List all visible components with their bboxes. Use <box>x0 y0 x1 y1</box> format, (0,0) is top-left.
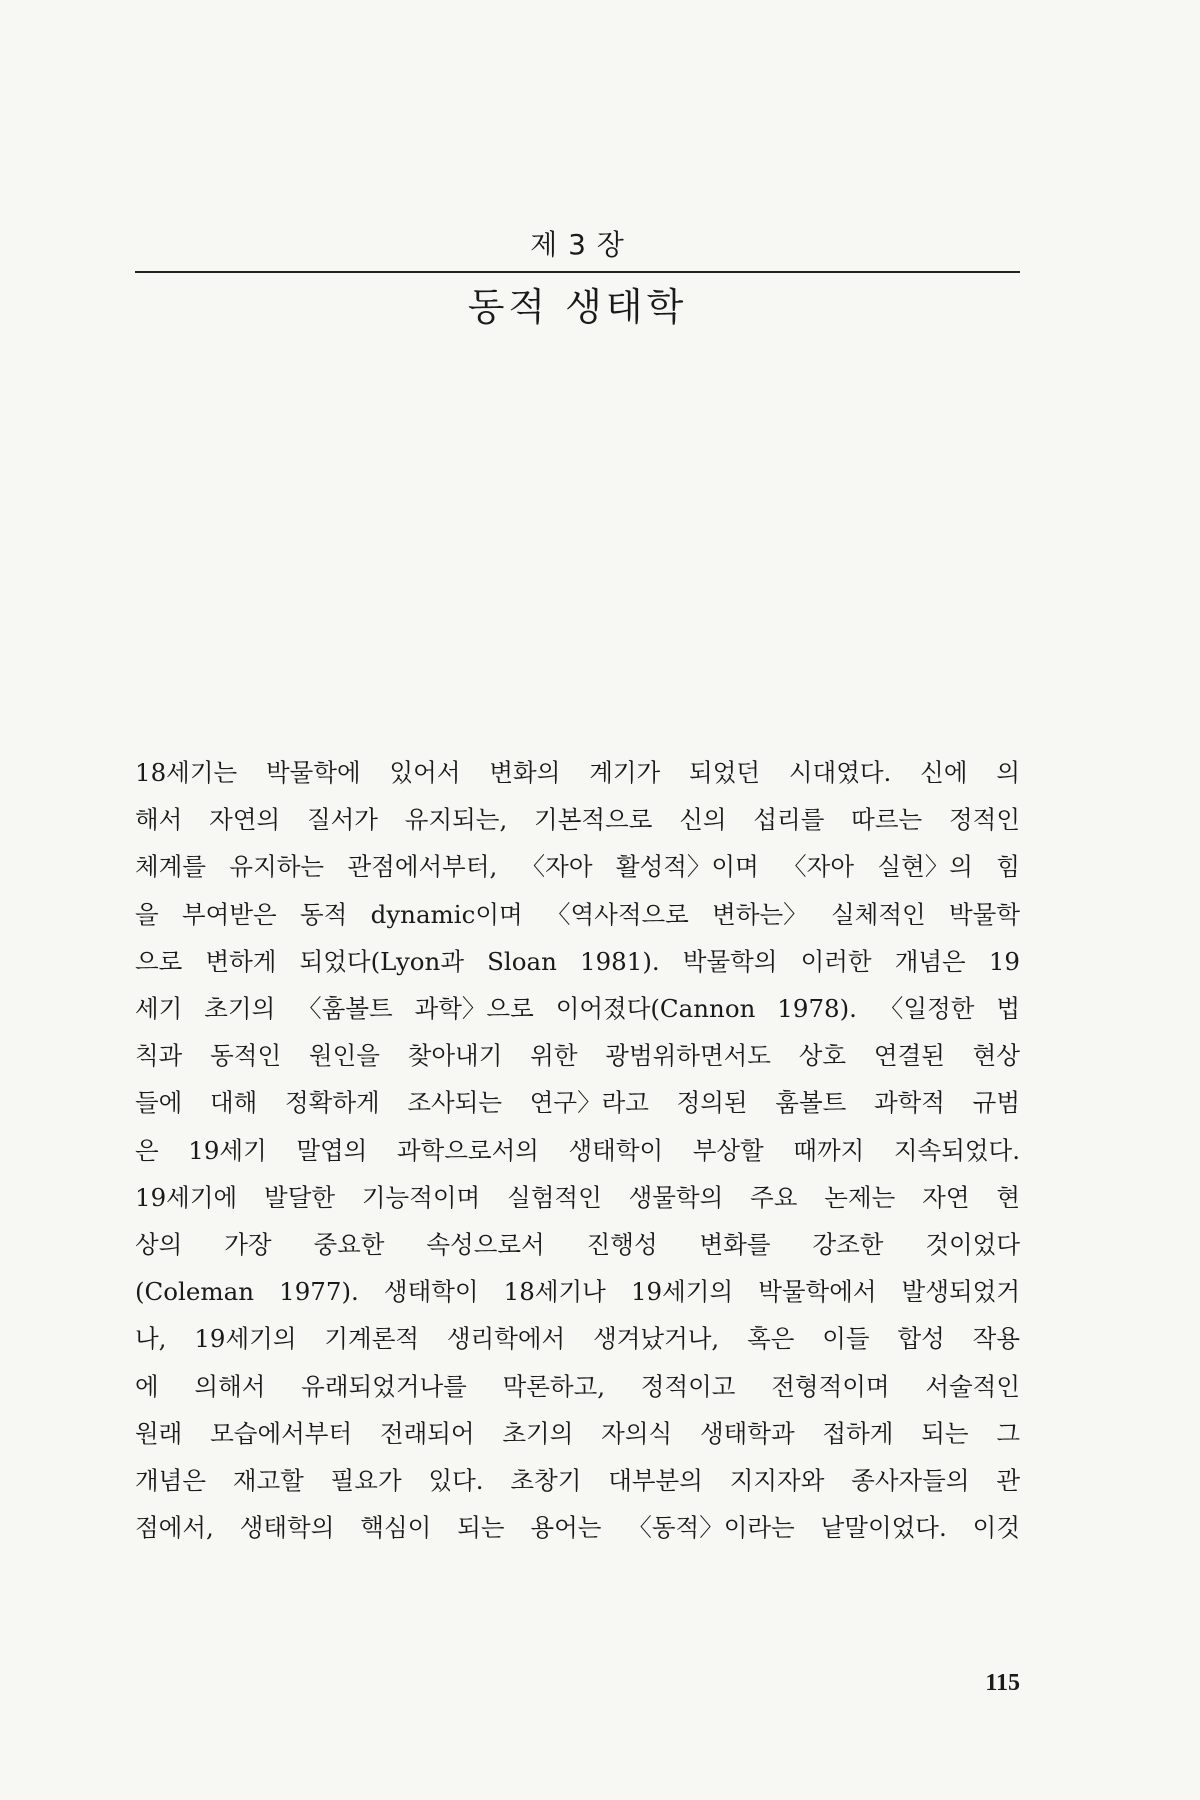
chapter-title: 동적 생태학 <box>467 285 688 329</box>
body-line: 해서 자연의 질서가 유지되는, 기본적으로 신의 섭리를 따르는 정적인 <box>135 805 1020 835</box>
body-line: 들에 대해 정확하게 조사되는 연구〉라고 정의된 훔볼트 과학적 규범 <box>135 1088 1020 1118</box>
body-line: (Coleman 1977). 생태학이 18세기나 19세기의 박물학에서 발생되었거 <box>135 1277 1020 1307</box>
page-number: 115 <box>985 1670 1020 1696</box>
body-line: 원래 모습에서부터 전래되어 초기의 자의식 생태학과 접하게 되는 그 <box>135 1418 1020 1448</box>
body-line: 칙과 동적인 원인을 찾아내기 위한 광범위하면서도 상호 연결된 현상 <box>135 1041 1020 1071</box>
body-line: 나, 19세기의 기계론적 생리학에서 생겨났거나, 혹은 이들 합성 작용 <box>135 1324 1020 1354</box>
body-line: 점에서, 생태학의 핵심이 되는 용어는 〈동적〉이라는 낱말이었다. 이것 <box>135 1513 1020 1543</box>
body-line: 세기 초기의 〈훔볼트 과학〉으로 이어졌다(Cannon 1978). 〈일정한 법 <box>135 994 1020 1024</box>
body-line: 은 19세기 말엽의 과학으로서의 생태학이 부상할 때까지 지속되었다. <box>135 1135 1020 1165</box>
body-line: 개념은 재고할 필요가 있다. 초창기 대부분의 지지자와 종사자들의 관 <box>135 1466 1020 1496</box>
body-line: 19세기에 발달한 기능적이며 실험적인 생물학의 주요 논제는 자연 현 <box>135 1182 1020 1212</box>
body-line: 18세기는 박물학에 있어서 변화의 계기가 되었던 시대였다. 신에 의 <box>135 758 1020 787</box>
body-line: 에 의해서 유래되었거나를 막론하고, 정적이고 전형적이며 서술적인 <box>135 1371 1020 1401</box>
body-line: 으로 변하게 되었다(Lyon과 Sloan 1981). 박물학의 이러한 개념은 19 <box>135 946 1020 976</box>
body-line: 을 부여받은 동적 dynamic이며 〈역사적으로 변하는〉 실체적인 박물학 <box>135 899 1020 929</box>
body-line: 체계를 유지하는 관점에서부터, 〈자아 활성적〉이며 〈자아 실현〉의 힘 <box>135 852 1020 882</box>
chapter-divider <box>135 271 1020 273</box>
chapter-header <box>135 225 1020 333</box>
chapter-number: 제 3 장 <box>530 228 625 261</box>
body-line: 상의 가장 중요한 속성으로서 진행성 변화를 강조한 것이었다 <box>135 1230 1020 1260</box>
body-paragraph <box>135 749 1020 1551</box>
